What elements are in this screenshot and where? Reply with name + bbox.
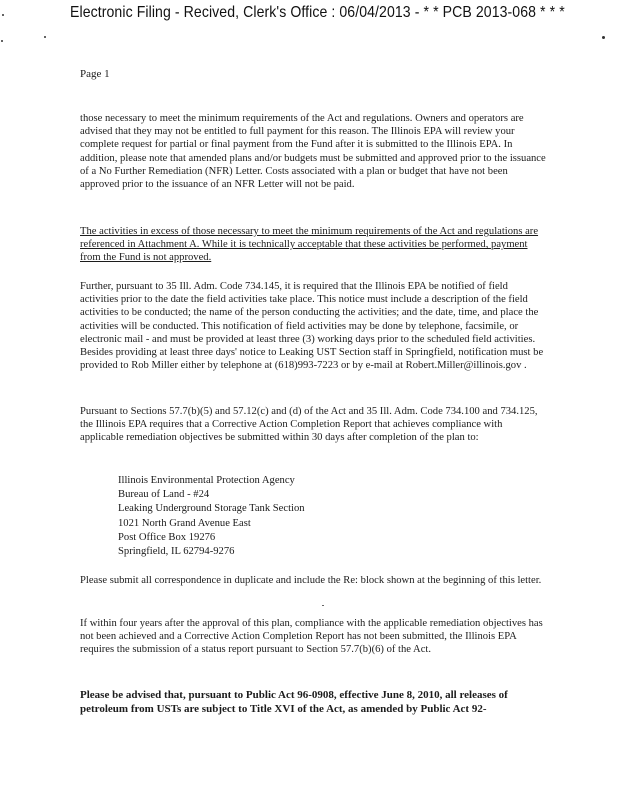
address-line-city: Springfield, IL 62794-9276	[118, 546, 235, 558]
scan-speck	[1, 40, 3, 42]
scan-speck	[602, 36, 605, 39]
address-line-section: Leaking Underground Storage Tank Section	[118, 503, 305, 515]
scan-speck	[44, 36, 46, 38]
scan-speck	[322, 605, 324, 606]
address-line-agency: Illinois Environmental Protection Agency	[118, 475, 295, 486]
address-line-street: 1021 North Grand Avenue East	[118, 517, 251, 529]
paragraph-field-notification: Further, pursuant to 35 Ill. Adm. Code 734.145, it is required that the Illinois EPA be notified of field activities prior to the date the field activities take place. This notice must include a description of the field activities to be conducted; the name of the person conducting the activities; and the date, time, and place the activities will be conducted. This notification of field activities may be done by telephone, facsimile, or electronic mail - and must be provided at least three (3) working days prior to the scheduled field activities. Besides providing at least three days' notice to Leaking UST Section staff in Springfield, notification must be provided to Rob Miller either by telephone at (618)993-7223 or by e-mail at Robert.Miller@illinois.gov .	[80, 281, 544, 372]
paragraph-excess-activities: The activities in excess of those necessary to meet the minimum requirements of the Act and regulations are referenced in Attachment A. While it is technically acceptable that these activities be performed, payment from the Fund is not approved.	[80, 226, 539, 264]
mailing-address	[118, 474, 305, 559]
paragraph-payment-limits: those necessary to meet the minimum requirements of the Act and regulations. Owners and operators are advised that they may not be entitled to full payment for this reason. The Illinois EPA will review your complete request for partial or final payment from the Fund after it is submitted to the Illinois EPA. In addition, please note that amended plans and/or budgets must be submitted and approved prior to the issuance of a No Further Remediation (NFR) Letter. Costs associated with a plan or budget that have not been approved prior to the issuance of an NFR Letter will not be paid.	[80, 113, 546, 191]
paragraph-correspondence: Please submit all correspondence in duplicate and include the Re: block shown at the beginning of this letter.	[80, 575, 542, 586]
filing-stamp: Electronic Filing - Recived, Clerk's Office : 06/04/2013 - * * PCB 2013-068 * * *	[70, 4, 565, 21]
page-number: Page 1	[80, 68, 110, 80]
paragraph-public-act-notice: Please be advised that, pursuant to Public Act 96-0908, effective June 8, 2010, all releases of petroleum from USTs are subject to Title XVI of the Act, as amended by Public Act 92-	[80, 689, 508, 715]
address-line-po-box: Post Office Box 19276	[118, 531, 216, 543]
paragraph-status-report: If within four years after the approval of this plan, compliance with the applicable remediation objectives has not been achieved and a Corrective Action Completion Report has not been submitted, the Illinois EPA requires the submission of a status report pursuant to Section 57.7(b)(6) of the Act.	[80, 618, 543, 656]
scan-speck	[2, 14, 4, 16]
paragraph-completion-report: Pursuant to Sections 57.7(b)(5) and 57.12(c) and (d) of the Act and 35 Ill. Adm. Code 734.100 and 734.125, the Illinois EPA requires that a Corrective Action Completion Report that achieves compliance with applicable remediation objectives be submitted within 30 days after completion of the plan to:	[80, 406, 538, 444]
address-line-bureau: Bureau of Land - #24	[118, 489, 210, 501]
